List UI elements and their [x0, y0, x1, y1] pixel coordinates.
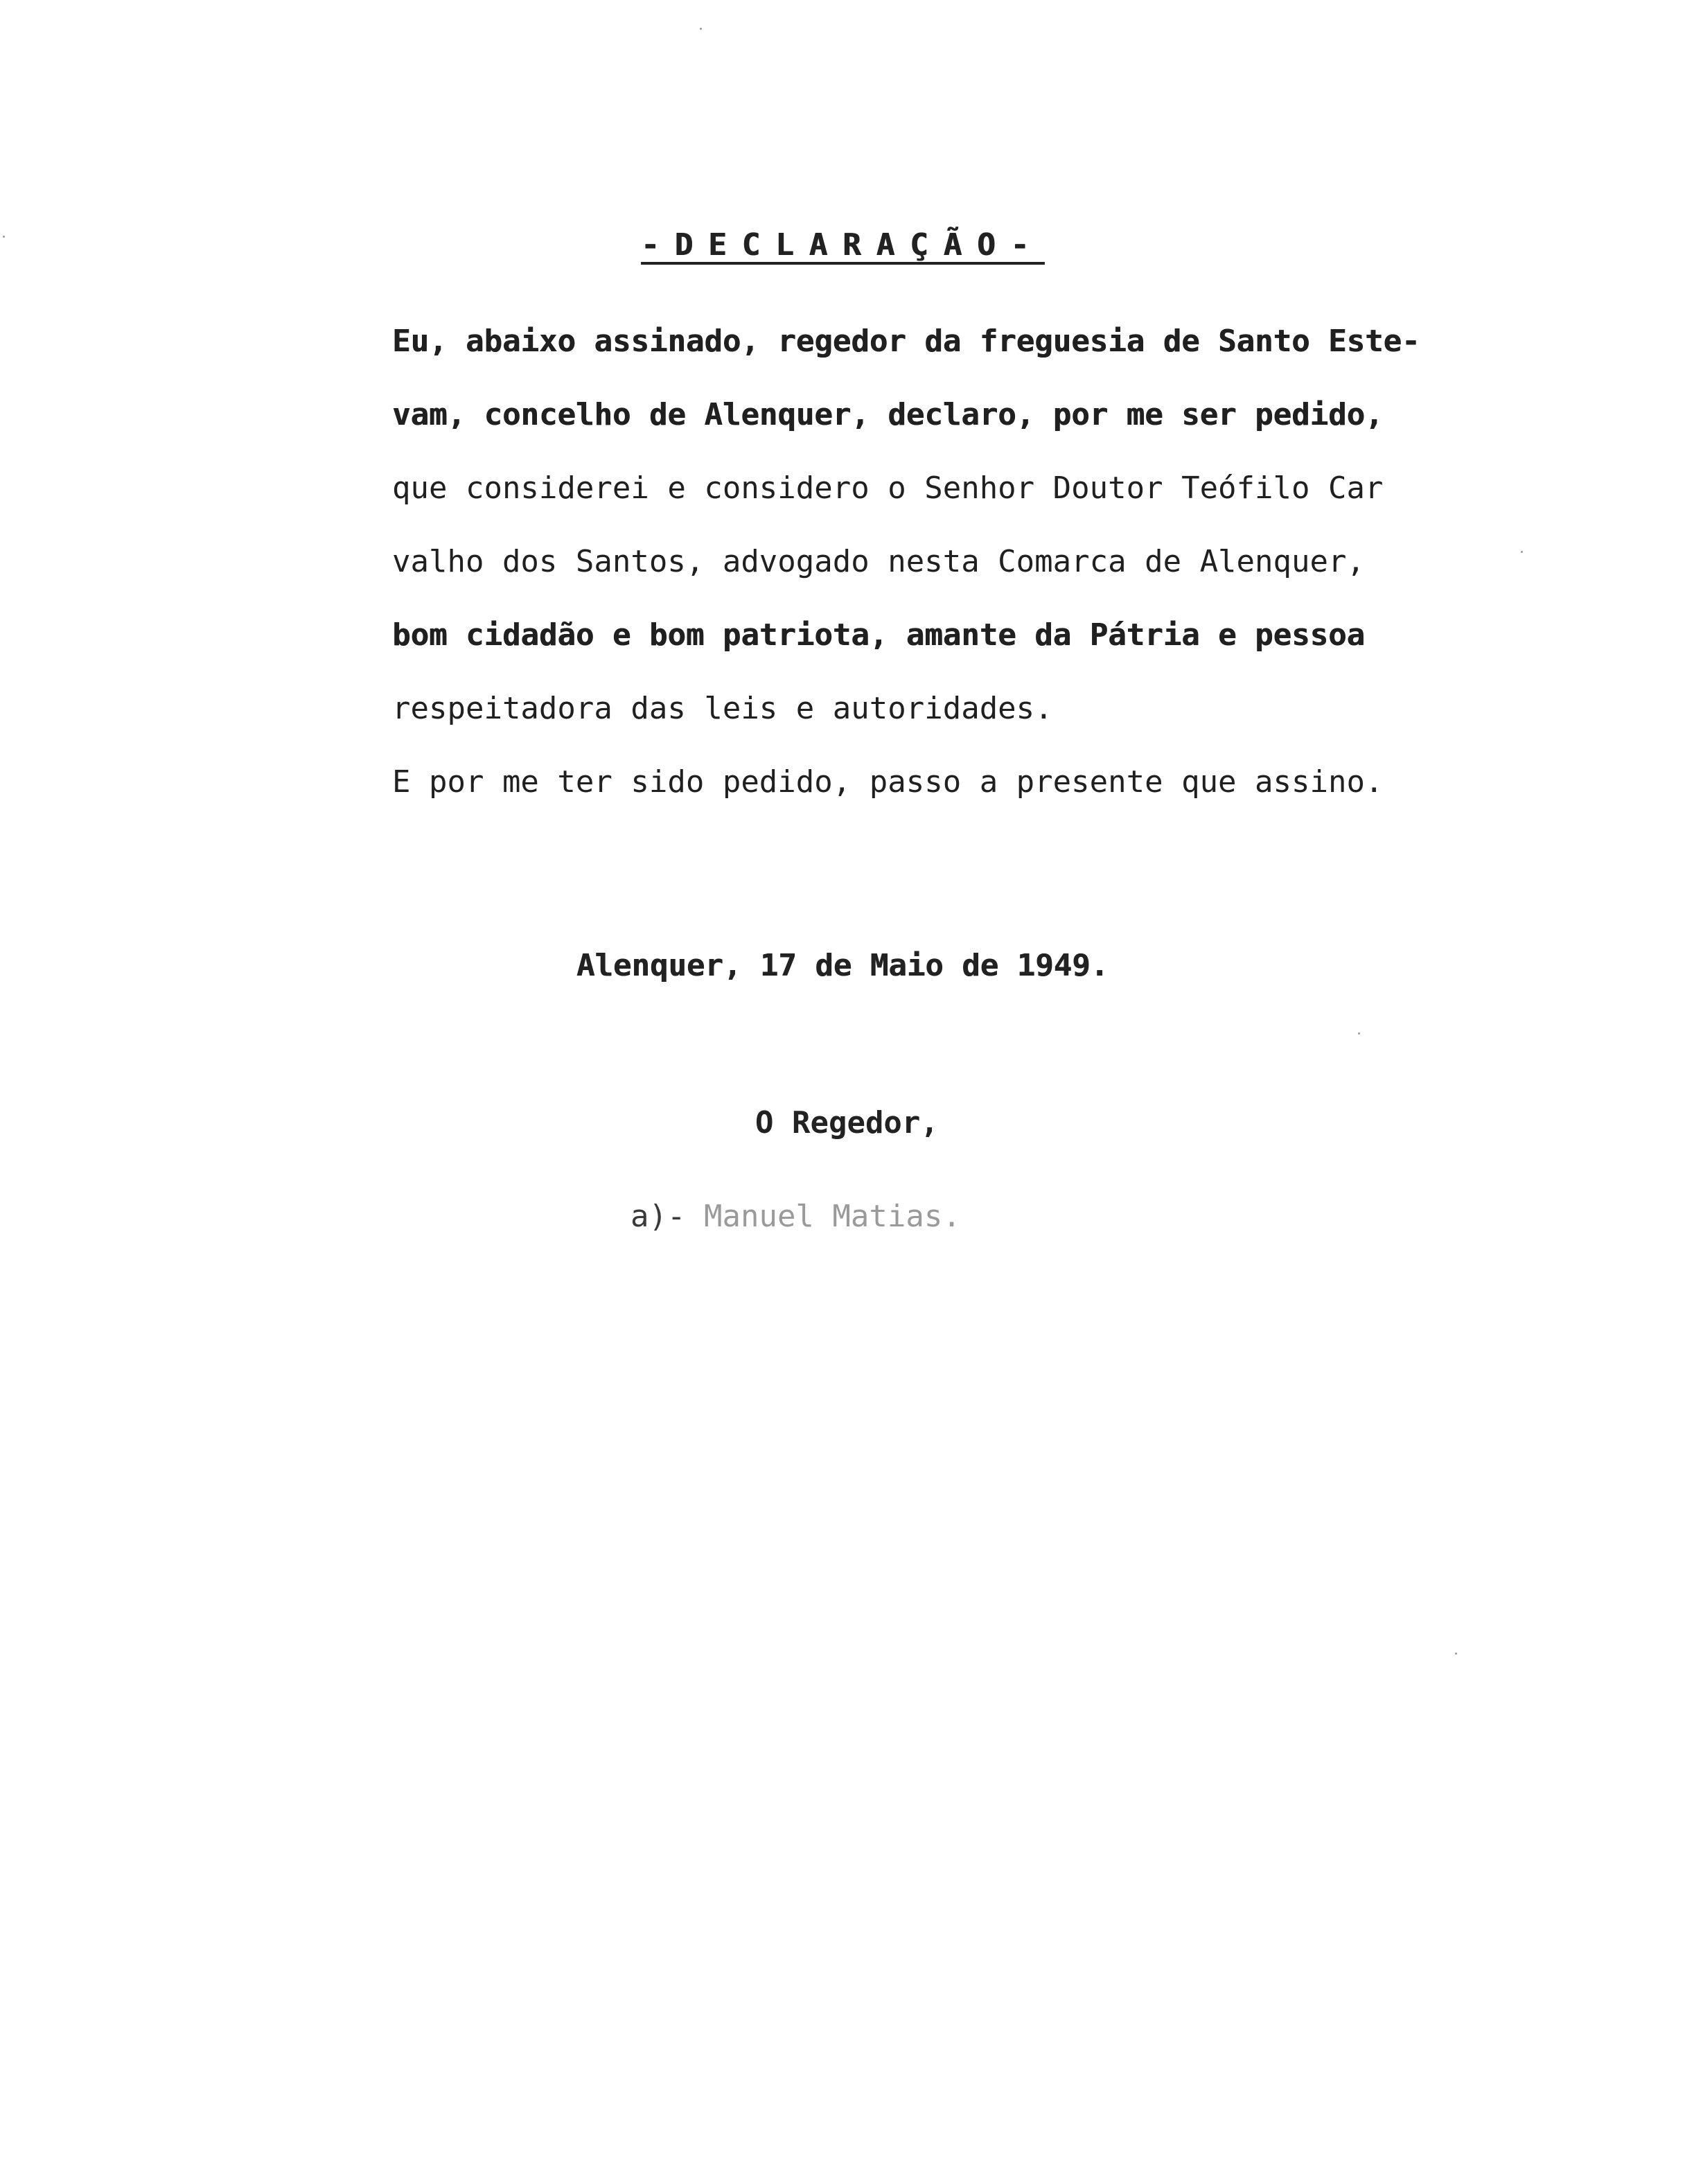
place-and-date: Alenquer, 17 de Maio de 1949.: [576, 948, 1109, 983]
signature-prefix: a)-: [630, 1199, 686, 1234]
paragraph-line: valho dos Santos, advogado nesta Comarca de Alenquer,: [392, 544, 1365, 579]
paper-speck: [1455, 1653, 1457, 1655]
signature-name: Manuel Matias.: [703, 1199, 961, 1234]
paragraph-line: respeitadora das leis e autoridades.: [392, 691, 1053, 726]
paper-speck: [1358, 1032, 1360, 1034]
declaration-body: [392, 305, 1528, 819]
signature-line: [630, 1199, 961, 1234]
paragraph-line: vam, concelho de Alenquer, declaro, por me ser pedido,: [392, 397, 1384, 432]
paragraph-line: Eu, abaixo assinado, regedor da freguesia de Santo Este-: [392, 324, 1420, 359]
signatory-role: O Regedor,: [755, 1105, 939, 1141]
paragraph-line: E por me ter sido pedido, passo a presente que assino.: [392, 764, 1384, 800]
document-title-text: -DECLARAÇÃO-: [641, 227, 1044, 263]
document-title: [0, 227, 1685, 263]
paper-speck: [700, 28, 702, 30]
paragraph-line: bom cidadão e bom patriota, amante da Pátria e pessoa: [392, 617, 1365, 653]
paragraph-line: que considerei e considero o Senhor Doutor Teófilo Car: [392, 470, 1384, 506]
